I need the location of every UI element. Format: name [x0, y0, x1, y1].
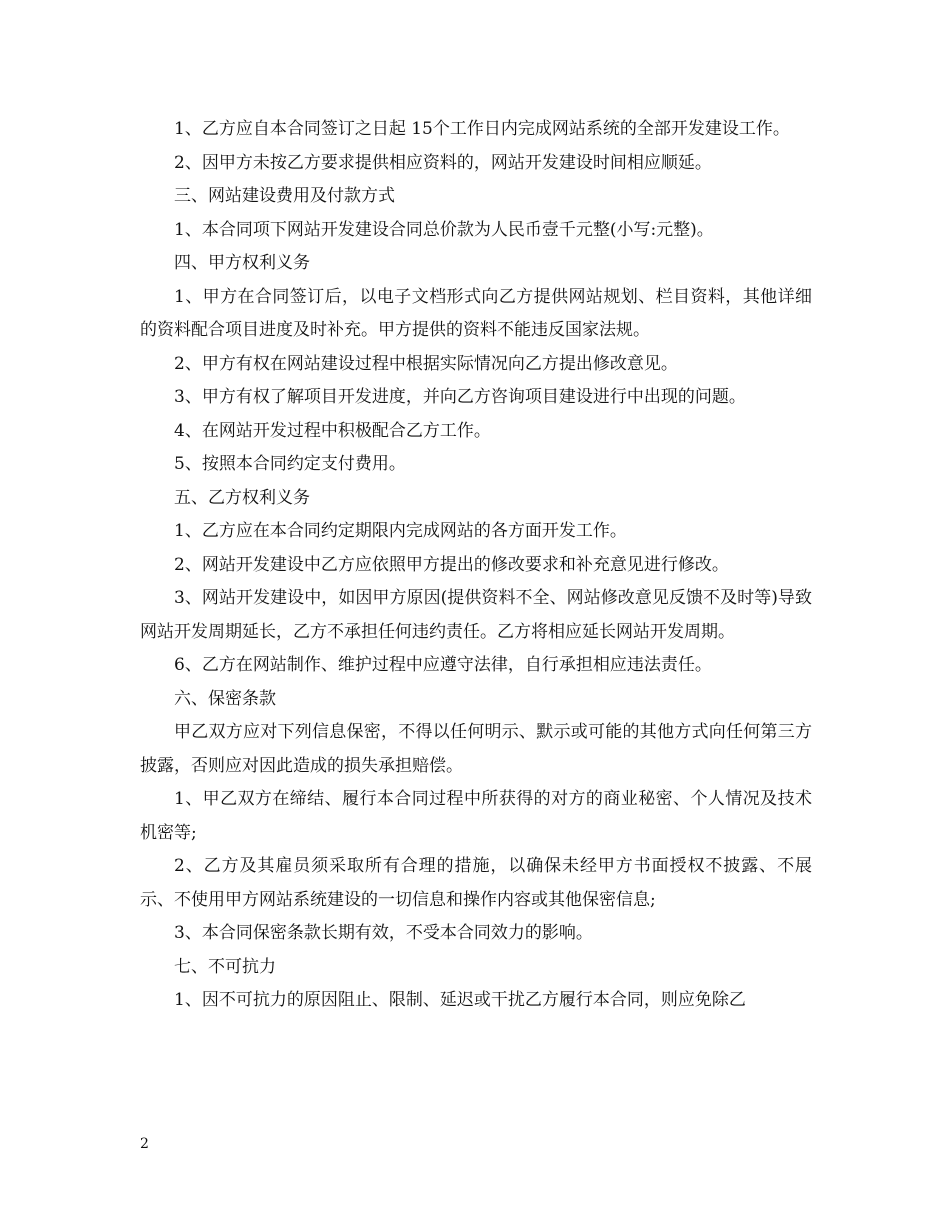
paragraph: 5、按照本合同约定支付费用。: [174, 454, 406, 474]
section-heading: 四、甲方权利义务: [174, 253, 310, 273]
section-heading: 七、不可抗力: [174, 956, 276, 977]
paragraph: 2、乙方及其雇员须采取所有合理的措施，以确保未经甲方书面授权不披露、不展示、不使用甲方网站系统建设的一切信息和操作内容或其他保密信息;: [140, 856, 812, 910]
document-body: [140, 113, 812, 1018]
paragraph: 甲乙双方应对下列信息保密，不得以任何明示、默示或可能的其他方式向任何第三方披露，否则应对因此造成的损失承担赔偿。: [140, 722, 812, 776]
section-heading: 五、乙方权利义务: [174, 487, 310, 508]
paragraph: 3、本合同保密条款长期有效，不受本合同效力的影响。: [174, 923, 593, 943]
paragraph: 2、甲方有权在网站建设过程中根据实际情况向乙方提出修改意见。: [174, 353, 678, 374]
paragraph: 1、因不可抗力的原因阻止、限制、延迟或干扰乙方履行本合同，则应免除乙: [174, 990, 746, 1010]
paragraph: 1、乙方应自本合同签订之日起 15个工作日内完成网站系统的全部开发建设工作。: [174, 119, 790, 139]
paragraph: 3、甲方有权了解项目开发进度，并向乙方咨询项目建设进行中出现的问题。: [174, 387, 746, 407]
paragraph: 1、乙方应在本合同约定期限内完成网站的各方面开发工作。: [174, 521, 627, 541]
paragraph: 2、因甲方未按乙方要求提供相应资料的，网站开发建设时间相应顺延。: [174, 152, 712, 173]
section-heading: 六、保密条款: [174, 688, 276, 709]
paragraph: 1、本合同项下网站开发建设合同总价款为人民币壹千元整(小写:元整)。: [174, 219, 714, 240]
paragraph: 2、网站开发建设中乙方应依照甲方提出的修改要求和补充意见进行修改。: [174, 554, 729, 575]
paragraph: 4、在网站开发过程中积极配合乙方工作。: [174, 420, 491, 441]
page-number: 2: [140, 1136, 149, 1152]
section-heading: 三、网站建设费用及付款方式: [174, 186, 395, 206]
paragraph: 6、乙方在网站制作、维护过程中应遵守法律，自行承担相应违法责任。: [174, 655, 712, 675]
paragraph: 1、甲乙双方在缔结、履行本合同过程中所获得的对方的商业秘密、个人情况及技术机密等;: [140, 789, 812, 843]
paragraph: 3、网站开发建设中，如因甲方原因(提供资料不全、网站修改意见反馈不及时等)导致网站开发周期延长，乙方不承担任何违约责任。乙方将相应延长网站开发周期。: [140, 588, 812, 642]
paragraph: 1、甲方在合同签订后，以电子文档形式向乙方提供网站规划、栏目资料，其他详细的资料配合项目进度及时补充。甲方提供的资料不能违反国家法规。: [140, 286, 812, 340]
